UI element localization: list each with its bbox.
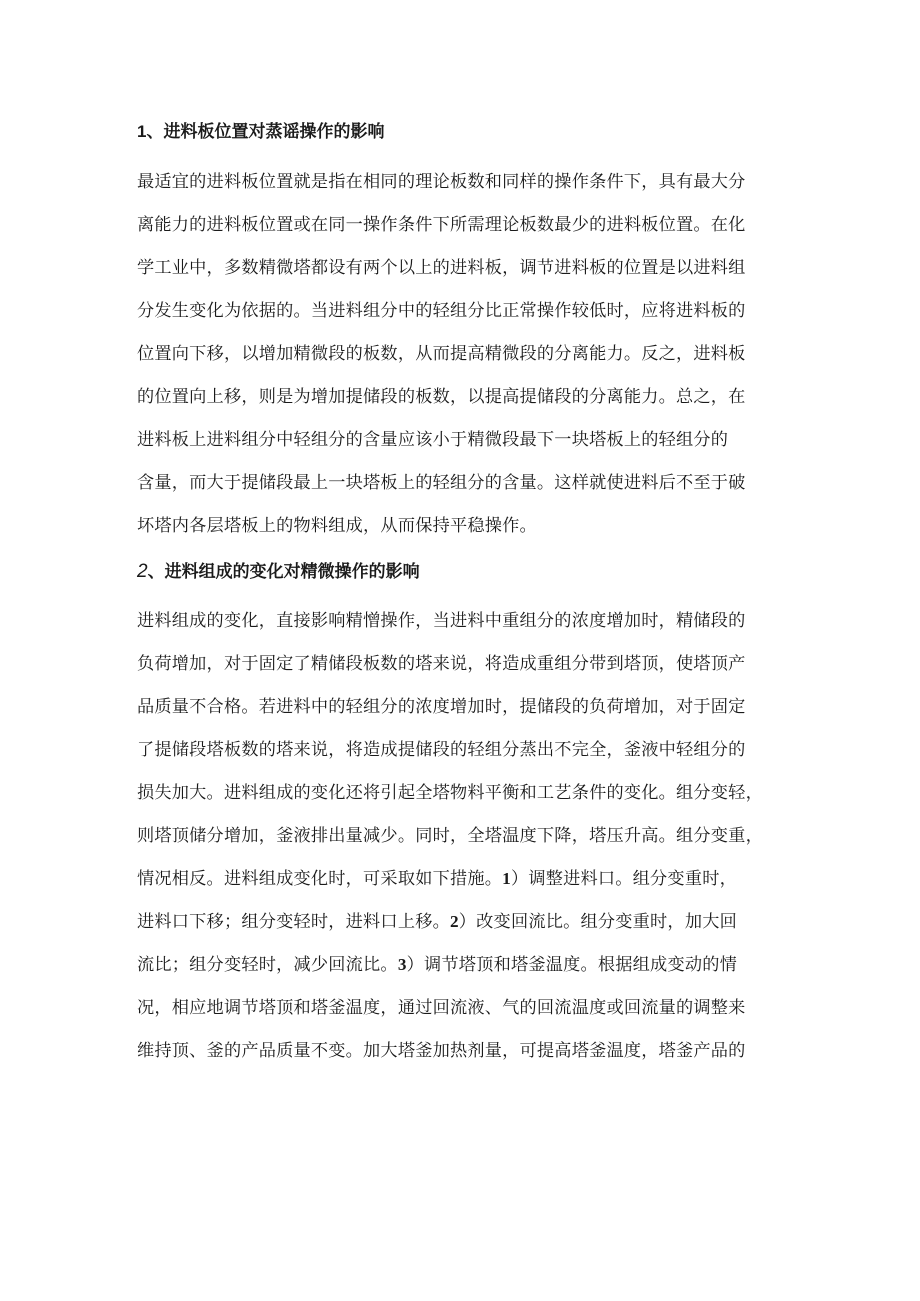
paragraph-line: 分发生变化为依据的。当进料组分中的轻组分比正常操作较低时，应将进料板的 [137, 301, 746, 321]
section-1-heading [137, 117, 384, 147]
line-text: 情况相反。进料组成变化时，可采取如下措施。 [137, 869, 503, 889]
paragraph-line: 位置向下移，以增加精微段的板数，从而提高精微段的分离能力。反之，进料板 [137, 344, 746, 364]
paragraph-line: 负荷增加，对于固定了精储段板数的塔来说，将造成重组分带到塔顶，使塔顶产 [137, 654, 746, 674]
paragraph-line [137, 864, 737, 894]
paragraph-line: 况，相应地调节塔顶和塔釜温度，通过回流液、气的回流温度或回流量的调整来 [137, 998, 746, 1018]
step-number: 2 [449, 912, 459, 931]
section-1-title: 、进料板位置对蒸谣操作的影响 [146, 122, 385, 142]
line-text: 流比；组分变轻时，减少回流比。 [137, 955, 398, 975]
paragraph-line: 学工业中，多数精微塔都设有两个以上的进料板，调节进料板的位置是以进料组 [137, 258, 746, 278]
step-number: 3 [397, 955, 407, 974]
paragraph-line [137, 950, 737, 980]
paragraph-line: 了提储段塔板数的塔来说，将造成提储段的轻组分蒸出不完全，釜液中轻组分的 [137, 740, 746, 760]
paragraph-line: 含量，而大于提储段最上一块塔板上的轻组分的含量。这样就使进料后不至于破 [137, 473, 746, 493]
section-2-number: 2 [137, 561, 148, 582]
paragraph-line: 损失加大。进料组成的变化还将引起全塔物料平衡和工艺条件的变化。组分变轻， [137, 783, 763, 803]
paragraph-line: 品质量不合格。若进料中的轻组分的浓度增加时，提储段的负荷增加，对于固定 [137, 697, 746, 717]
paragraph-line: 最适宜的进料板位置就是指在相同的理论板数和同样的操作条件下，具有最大分 [137, 172, 746, 192]
line-text: ）调整进料口。组分变重时， [510, 869, 737, 889]
paragraph-line: 进料组成的变化，直接影响精憎操作，当进料中重组分的浓度增加时，精储段的 [137, 611, 746, 631]
step-number: 1 [502, 869, 511, 888]
line-text: 进料口下移；组分变轻时，进料口上移。 [137, 912, 450, 932]
line-text: ）调节塔顶和塔釜温度。根据组成变动的情 [406, 955, 737, 975]
section-2-title: 、进料组成的变化对精微操作的影响 [147, 562, 420, 582]
section-1-number: 1 [137, 122, 147, 141]
paragraph-line: 进料板上进料组分中轻组分的含量应该小于精微段最下一块塔板上的轻组分的 [137, 430, 729, 450]
paragraph-line: 则塔顶储分增加，釜液排出量减少。同时，全塔温度下降，塔压升高。组分变重， [137, 826, 763, 846]
paragraph-line: 坏塔内各层塔板上的物料组成，从而保持平稳操作。 [137, 516, 537, 536]
paragraph-line: 的位置向上移，则是为增加提储段的板数，以提高提储段的分离能力。总之，在 [137, 387, 746, 407]
paragraph-line: 维持顶、釜的产品质量不变。加大塔釜加热剂量，可提高塔釜温度，塔釜产品的 [137, 1041, 746, 1061]
line-text: ）改变回流比。组分变重时，加大回 [458, 912, 737, 932]
section-2-heading [137, 557, 420, 587]
paragraph-line: 离能力的进料板位置或在同一操作条件下所需理论板数最少的进料板位置。在化 [137, 215, 746, 235]
paragraph-line [137, 907, 737, 937]
